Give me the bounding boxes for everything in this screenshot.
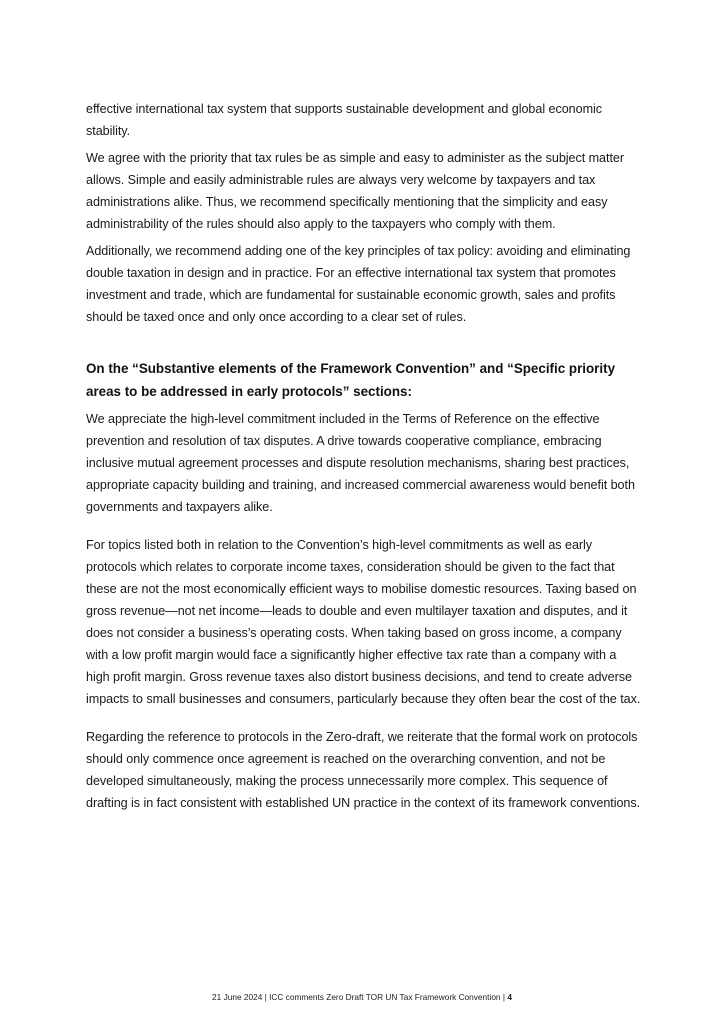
document-body: [86, 98, 642, 814]
page-number: 4: [507, 992, 512, 1002]
paragraph-double-taxation: Additionally, we recommend adding one of the key principles of tax policy: avoiding and eliminating double taxation in design and in practice. For an effective international tax system that promotes investment and trade, which are fundamental for sustainable economic growth, sales and profits should be taxed once and only once according to a clear set of rules.: [86, 244, 631, 324]
paragraph-tax-disputes: We appreciate the high-level commitment included in the Terms of Reference on the effective prevention and resolution of tax disputes. A drive towards cooperative compliance, embracing inclusive mutual agreement processes and dispute resolution mechanisms, sharing best practices, appropriate capacity building and training, and increased commercial awareness would benefit both governments and taxpayers alike.: [86, 412, 635, 514]
footer-text: 21 June 2024 | ICC comments Zero Draft TOR UN Tax Framework Convention |: [212, 992, 506, 1002]
paragraph-intro-continuation: effective international tax system that supports sustainable development and global economic stability.: [86, 102, 603, 138]
page-footer: [0, 991, 724, 1003]
paragraph-simplicity: We agree with the priority that tax rules be as simple and easy to administer as the subject matter allows. Simple and easily administrable rules are always very welcome by taxpayers and tax administrations alike. Thus, we recommend specifically mentioning that the simplicity and easy administrability of the rules should also apply to the taxpayers who comply with them.: [86, 151, 625, 231]
paragraph-protocols: Regarding the reference to protocols in the Zero-draft, we reiterate that the formal work on protocols should only commence once agreement is reached on the overarching convention, and not be developed simultaneously, making the process unnecessarily more complex. This sequence of drafting is in fact consistent with established UN practice in the context of its framework conventions.: [86, 730, 641, 810]
section-heading: On the “Substantive elements of the Framework Convention” and “Specific priority areas to be addressed in early protocols” sections:: [86, 361, 616, 399]
paragraph-gross-revenue: For topics listed both in relation to the Convention’s high-level commitments as well as early protocols which relates to corporate income taxes, consideration should be given to the fact that these are not the most economically efficient ways to mobilise domestic resources. Taxing based on gross revenue—not net income—leads to double and even multilayer taxation and disputes, and it does not consider a business’s operating costs. When taking based on gross income, a company with a low profit margin would face a significantly higher effective tax rate than a company with a high profit margin. Gross revenue taxes also distort business decisions, and tend to create adverse impacts to small businesses and consumers, particularly because they often bear the cost of the tax.: [86, 538, 641, 706]
